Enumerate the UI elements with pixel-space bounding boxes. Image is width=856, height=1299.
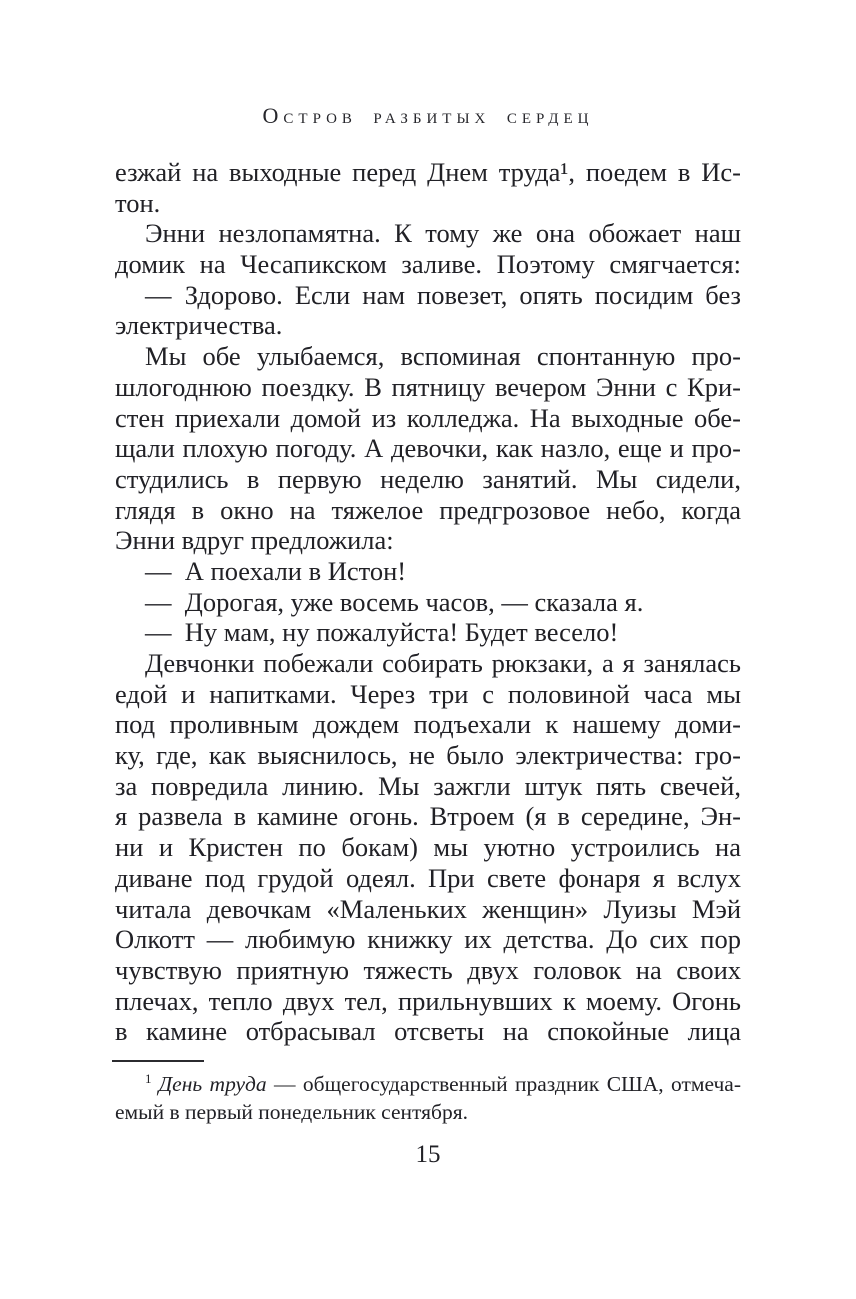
body-text (115, 157, 741, 1047)
text-line: Энни вдруг предложила: (115, 525, 394, 556)
text-line: — Здорово. Если нам повезет, опять посидим без (145, 279, 741, 310)
text-line: глядя в окно на тяжелое предгрозовое небо, когда (115, 494, 741, 525)
text-line: домик на Чесапикском заливе. Поэтому смягчается: (115, 249, 741, 280)
footnote-text: — общегосударственный праздник США, отмеча- (266, 1072, 741, 1096)
text-line: Энни незлопамятна. К тому же она обожает наш (145, 218, 741, 249)
text-line: Олкотт — любимую книжку их детства. До сих пор (115, 924, 741, 955)
text-line: Девчонки побежали собирать рюкзаки, а я занялась (145, 648, 741, 678)
text-line: под проливным дождем подъехали к нашему доми- (115, 709, 741, 740)
text-line: за повредила линию. Мы зажгли штук пять свечей, (115, 770, 741, 801)
footnote-marker: 1 (145, 1070, 152, 1086)
footnote-term: День труда (158, 1072, 267, 1096)
running-head: Остров разбитых сердец (262, 103, 594, 128)
text-line: — А поехали в Истон! (145, 555, 407, 586)
footnote-rule (112, 1060, 204, 1062)
text-line: плечах, тепло двух тел, прильнувших к моему. Огонь (115, 985, 741, 1016)
text-line: езжай на выходные перед Днем труда¹, поедем в Ис- (115, 157, 741, 187)
footnote-line: емый в первый понедельник сентября. (115, 1100, 468, 1124)
text-line: ни и Кристен по бокам) мы уютно устроились на (115, 832, 741, 863)
text-line: едой и напитками. Через три с половиной часа мы (115, 678, 741, 709)
text-line: щали плохую погоду. А девочки, как назло, еще и про- (115, 433, 741, 464)
text-line: тон. (115, 187, 161, 218)
text-line: Мы обе улыбаемся, вспоминая спонтанную про- (145, 341, 741, 372)
text-line: в камине отбрасывал отсветы на спокойные лица (115, 1016, 741, 1047)
text-line: шлогоднюю поездку. В пятницу вечером Энни с Кри- (115, 371, 741, 402)
text-line: ку, где, как выяснилось, не было электричества: гро- (115, 740, 741, 771)
footnote (115, 1070, 741, 1126)
text-line: — Дорогая, уже восемь часов, — сказала я. (145, 586, 644, 617)
text-line: чувствую приятную тяжесть двух головок на своих (115, 954, 741, 985)
text-line: стен приехали домой из колледжа. На выходные обе- (115, 402, 741, 433)
footnote-line (115, 1070, 741, 1098)
text-line: электричества. (115, 310, 283, 341)
text-line: читала девочкам «Маленьких женщин» Луизы Мэй (115, 893, 741, 924)
page-number: 15 (415, 1141, 441, 1168)
text-line: студились в первую неделю занятий. Мы сидели, (115, 463, 741, 494)
text-line: я развела в камине огонь. Втроем (я в середине, Эн- (115, 801, 741, 832)
text-line: — Ну мам, ну пожалуйста! Будет весело! (145, 617, 619, 648)
text-line: диване под грудой одеял. При свете фонаря я вслух (115, 862, 741, 893)
